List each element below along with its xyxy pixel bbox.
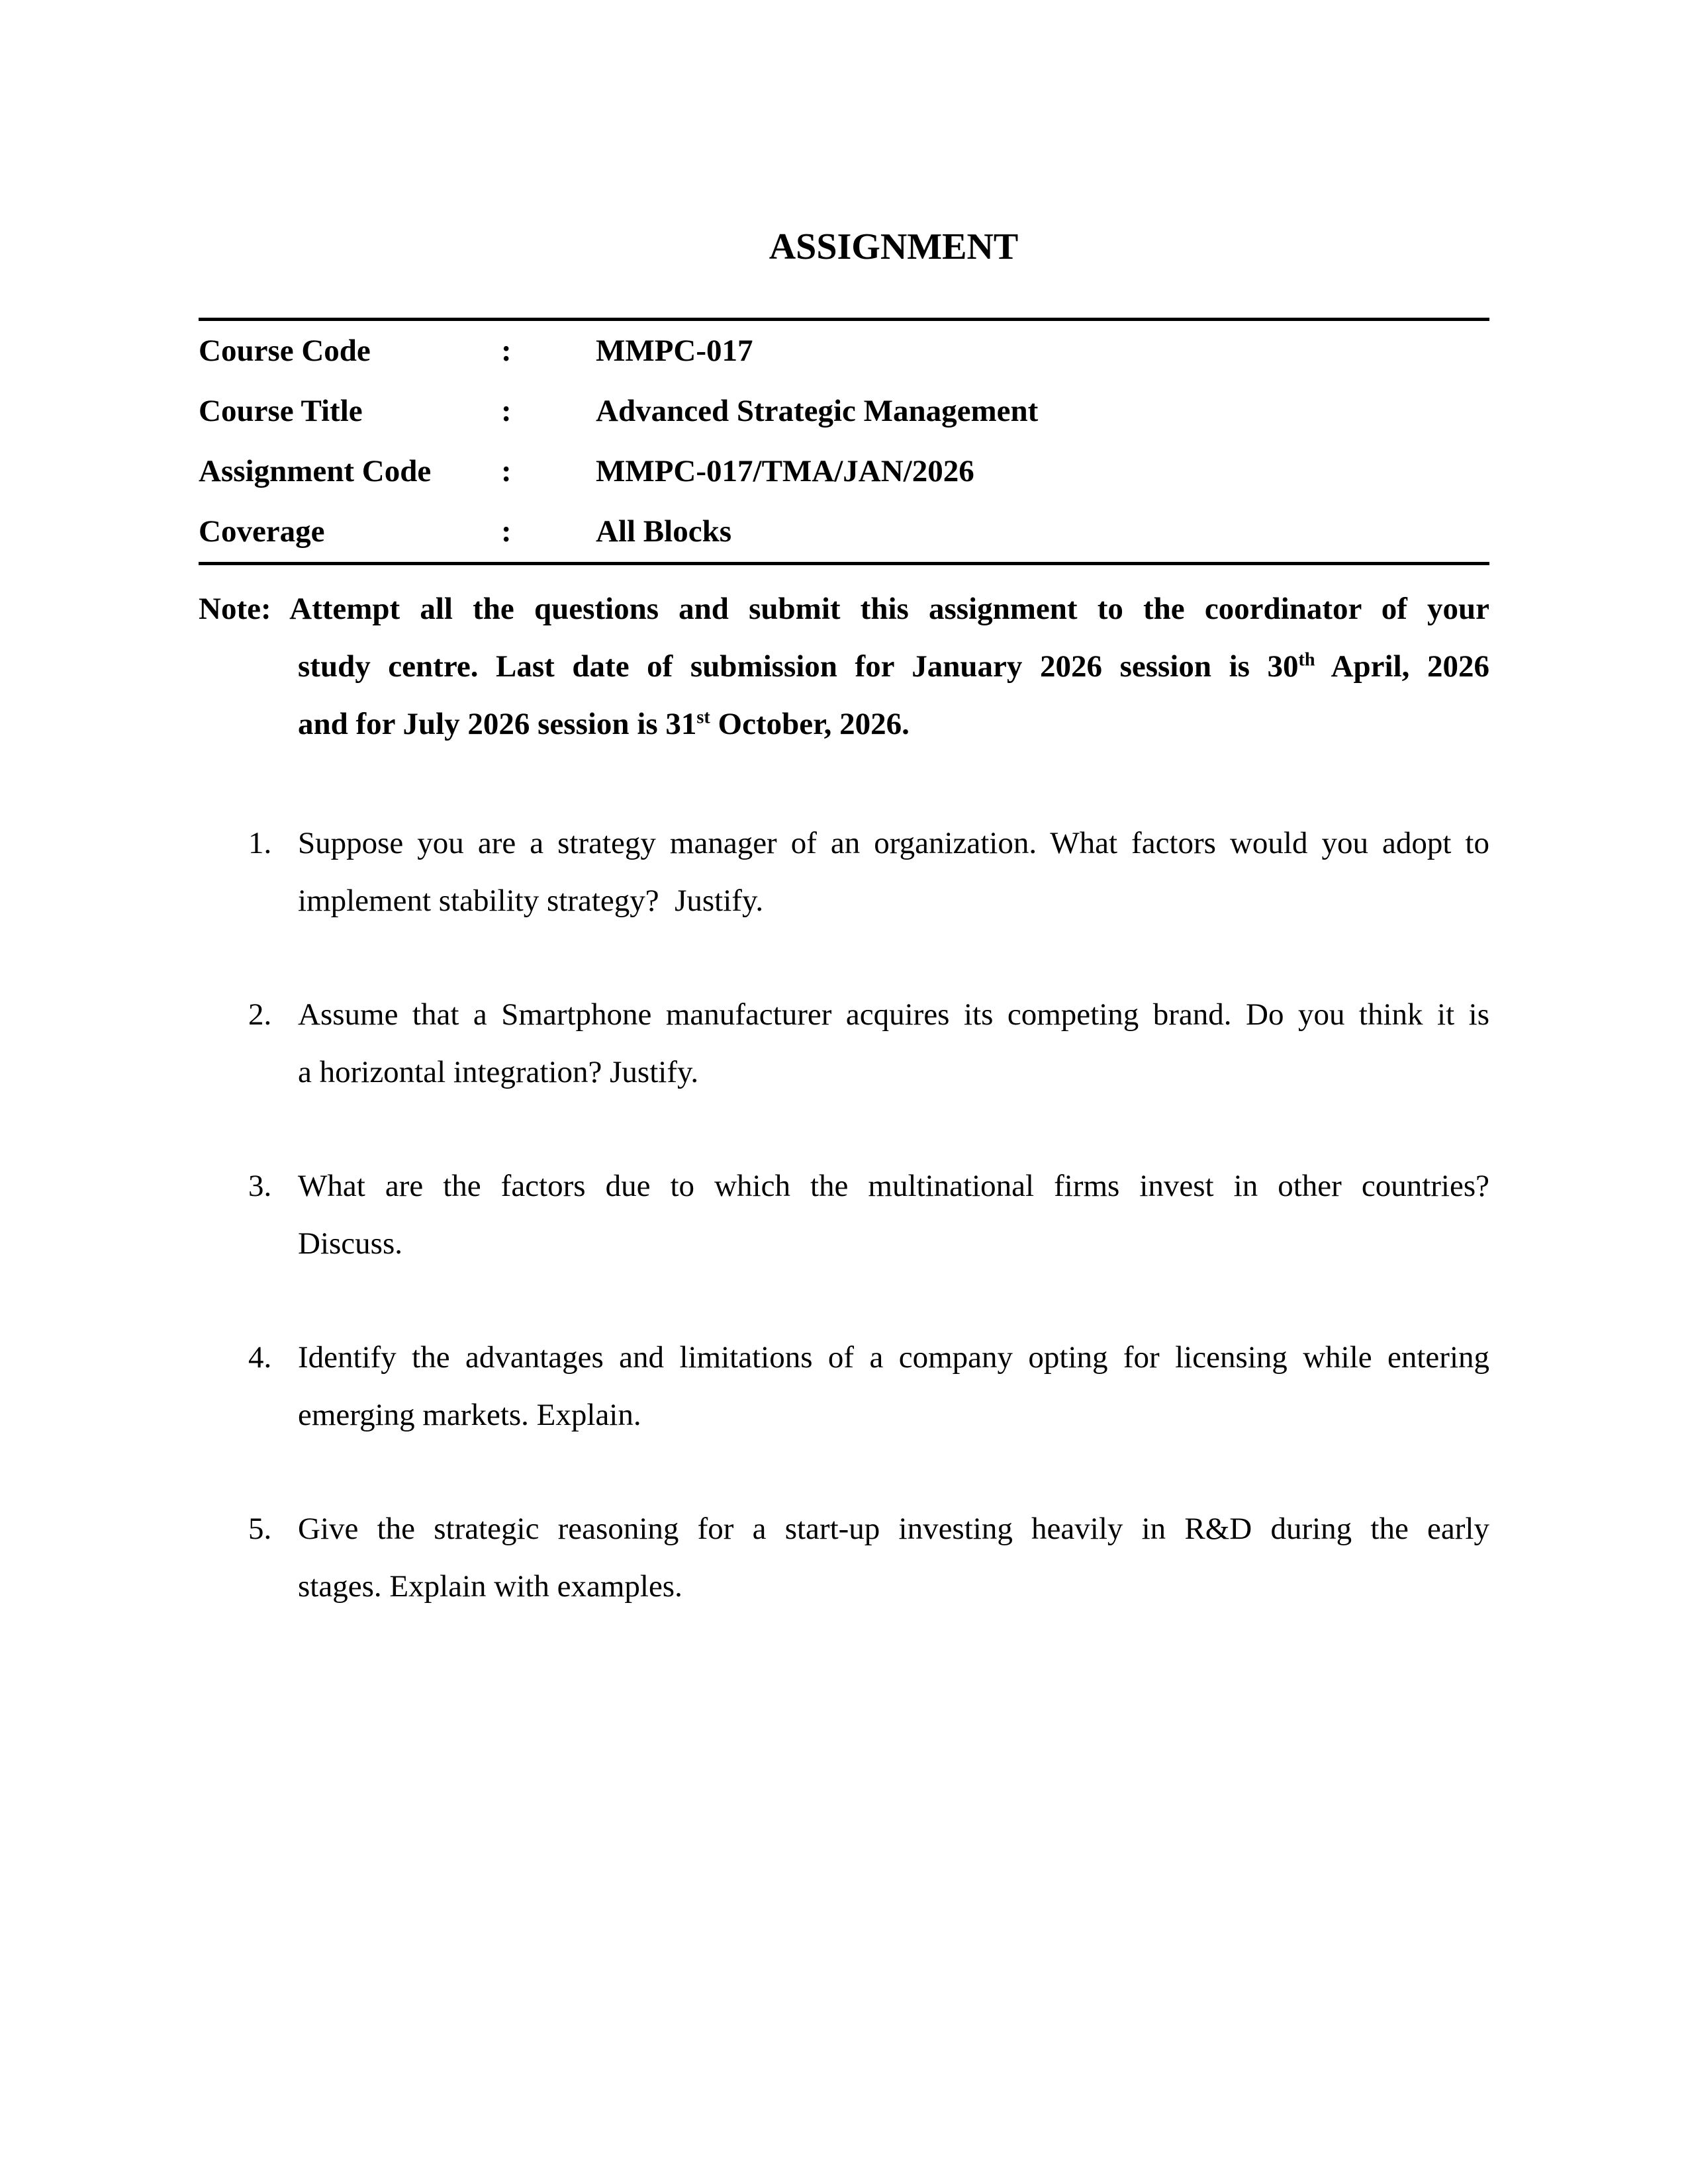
header-table	[199, 318, 1489, 565]
ordinal-superscript: st	[696, 707, 710, 728]
header-value: All Blocks	[596, 514, 732, 549]
note-line-3	[199, 696, 1489, 753]
question-line: Suppose you are a strategy manager of an organization. What factors would you adopt to	[298, 826, 1489, 860]
question-item-5	[199, 1500, 1489, 1615]
question-number: 1.	[248, 826, 272, 860]
question-line: Assume that a Smartphone manufacturer acquires its competing brand. Do you think it is	[298, 997, 1489, 1032]
question-number: 4.	[248, 1340, 272, 1375]
header-separator: :	[501, 394, 512, 428]
note-line-3-tail: October, 2026.	[710, 707, 910, 741]
header-value: Advanced Strategic Management	[596, 394, 1039, 428]
question-number: 3.	[248, 1169, 272, 1203]
header-value: MMPC-017/TMA/JAN/2026	[596, 454, 974, 488]
header-value: MMPC-017	[596, 334, 753, 368]
note-line-1: Note: Attempt all the questions and submit this assignment to the coordinator of your	[199, 592, 1489, 626]
page-title: ASSIGNMENT	[769, 226, 1019, 267]
note-line-2	[199, 638, 1489, 696]
note-paragraph	[199, 580, 1489, 753]
header-separator: :	[501, 514, 512, 549]
header-separator: :	[501, 454, 512, 488]
header-row-course-title	[199, 381, 1489, 441]
question-line: What are the factors due to which the multinational firms invest in other countries?	[298, 1169, 1489, 1203]
question-number: 5.	[248, 1512, 272, 1546]
question-item-1	[199, 815, 1489, 930]
note-line-2-text: study centre. Last date of submission for January 2026 session is 30	[298, 649, 1299, 684]
question-line: Give the strategic reasoning for a start-up investing heavily in R&D during the early	[298, 1512, 1489, 1546]
header-label: Course Code	[199, 334, 371, 368]
note-line-3-text: and for July 2026 session is 31	[298, 707, 697, 741]
question-item-4	[199, 1329, 1489, 1444]
ordinal-superscript: th	[1298, 649, 1315, 670]
header-row-assignment-code	[199, 441, 1489, 502]
note-line-2-tail: April, 2026	[1315, 649, 1489, 684]
question-line: stages. Explain with examples.	[298, 1569, 682, 1604]
header-separator: :	[501, 334, 512, 368]
question-list	[199, 815, 1489, 1615]
header-row-course-code	[199, 321, 1489, 381]
question-line: Discuss.	[298, 1226, 402, 1261]
question-item-3	[199, 1158, 1489, 1273]
header-label: Assignment Code	[199, 454, 432, 488]
question-line: emerging markets. Explain.	[298, 1398, 641, 1432]
header-row-coverage	[199, 502, 1489, 562]
header-label: Coverage	[199, 514, 325, 549]
question-item-2	[199, 986, 1489, 1101]
question-number: 2.	[248, 997, 272, 1032]
question-line: implement stability strategy? Justify.	[298, 884, 764, 918]
header-label: Course Title	[199, 394, 363, 428]
question-line: a horizontal integration? Justify.	[298, 1055, 699, 1089]
question-line: Identify the advantages and limitations of a company opting for licensing while entering	[298, 1340, 1489, 1375]
